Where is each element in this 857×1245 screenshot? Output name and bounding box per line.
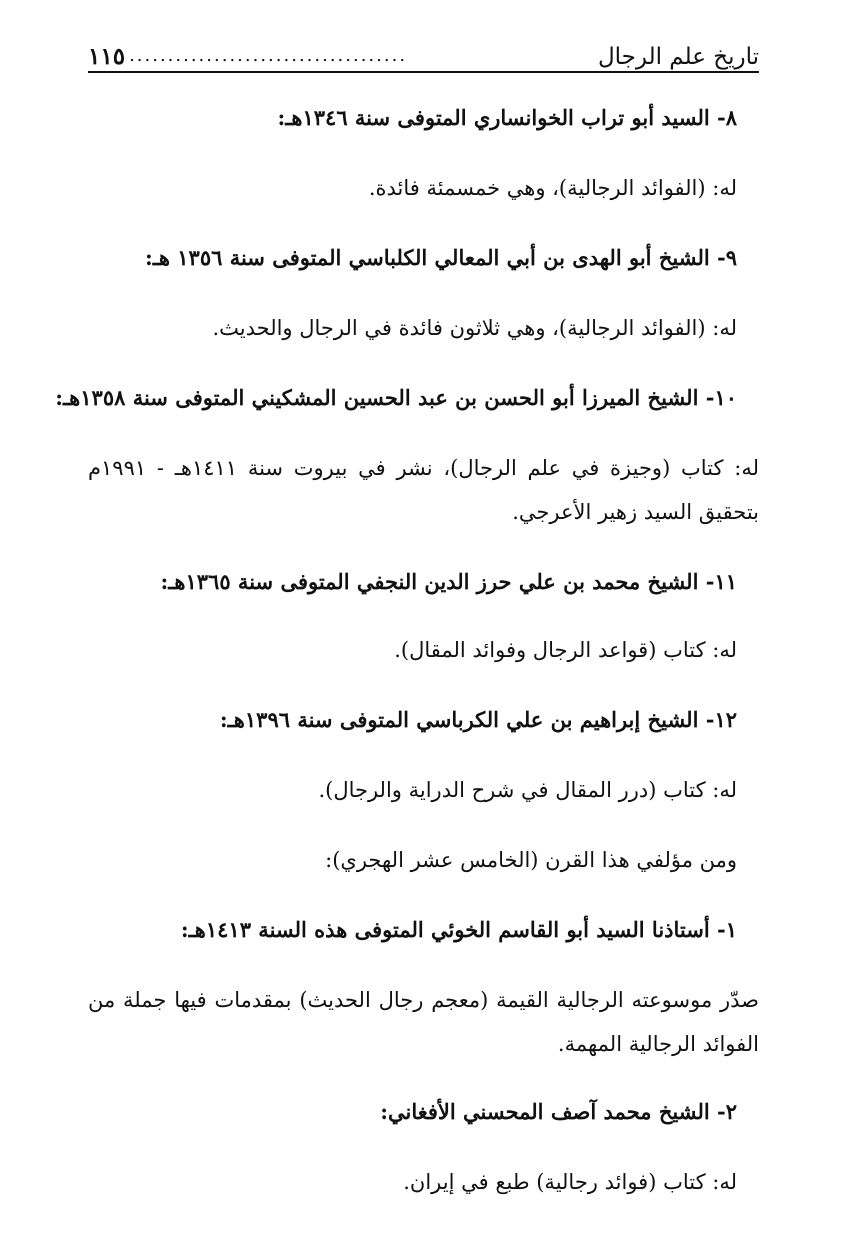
entry-heading-8: ٨- السيد أبو تراب الخوانساري المتوفى سنة ١٣٤٦هـ: xyxy=(277,105,737,130)
entry-body-15-1: صدّر موسوعته الرجالية القيمة (معجم رجال الحديث) بمقدمات فيها جملة من الفوائد الرجالية المهمة. xyxy=(88,988,759,1056)
entry-body-12: له: كتاب (درر المقال في شرح الدراية والرجال). xyxy=(318,778,737,802)
entry-heading-11: ١١- الشيخ محمد بن علي حرز الدين النجفي المتوفى سنة ١٣٦٥هـ: xyxy=(160,569,737,594)
page-number: ١١٥ xyxy=(88,43,126,70)
entry-body-10: له: كتاب (وجيزة في علم الرجال)، نشر في بيروت سنة ١٤١١هـ - ١٩٩١م بتحقيق السيد زهير الأعرجي. xyxy=(88,456,759,524)
book-title: تاريخ علم الرجال xyxy=(597,44,759,70)
entry-heading-12: ١٢- الشيخ إبراهيم بن علي الكرباسي المتوفى سنة ١٣٩٦هـ: xyxy=(219,707,737,732)
header-leader-dots: .................................... xyxy=(129,45,408,66)
entry-heading-15-1: ١- أستاذنا السيد أبو القاسم الخوئي المتوفى هذه السنة ١٤١٣هـ: xyxy=(180,917,737,942)
running-header xyxy=(88,30,759,70)
section-intro: ومن مؤلفي هذا القرن (الخامس عشر الهجري): xyxy=(325,848,737,872)
entry-body-9: له: (الفوائد الرجالية)، وهي ثلاثون فائدة في الرجال والحديث. xyxy=(212,316,737,340)
entry-heading-10: ١٠- الشيخ الميرزا أبو الحسن بن عبد الحسين المشكيني المتوفى سنة ١٣٥٨هـ: xyxy=(55,385,737,410)
entry-body-15-2: له: كتاب (فوائد رجالية) طبع في إيران. xyxy=(403,1170,737,1194)
entry-body-11: له: كتاب (قواعد الرجال وفوائد المقال). xyxy=(394,638,737,662)
entry-heading-15-2: ٢- الشيخ محمد آصف المحسني الأفغاني: xyxy=(380,1099,737,1124)
entry-body-8: له: (الفوائد الرجالية)، وهي خمسمئة فائدة. xyxy=(368,176,737,200)
header-rule xyxy=(88,71,759,73)
entry-heading-9: ٩- الشيخ أبو الهدى بن أبي المعالي الكلباسي المتوفى سنة ١٣٥٦ هـ: xyxy=(144,245,737,270)
